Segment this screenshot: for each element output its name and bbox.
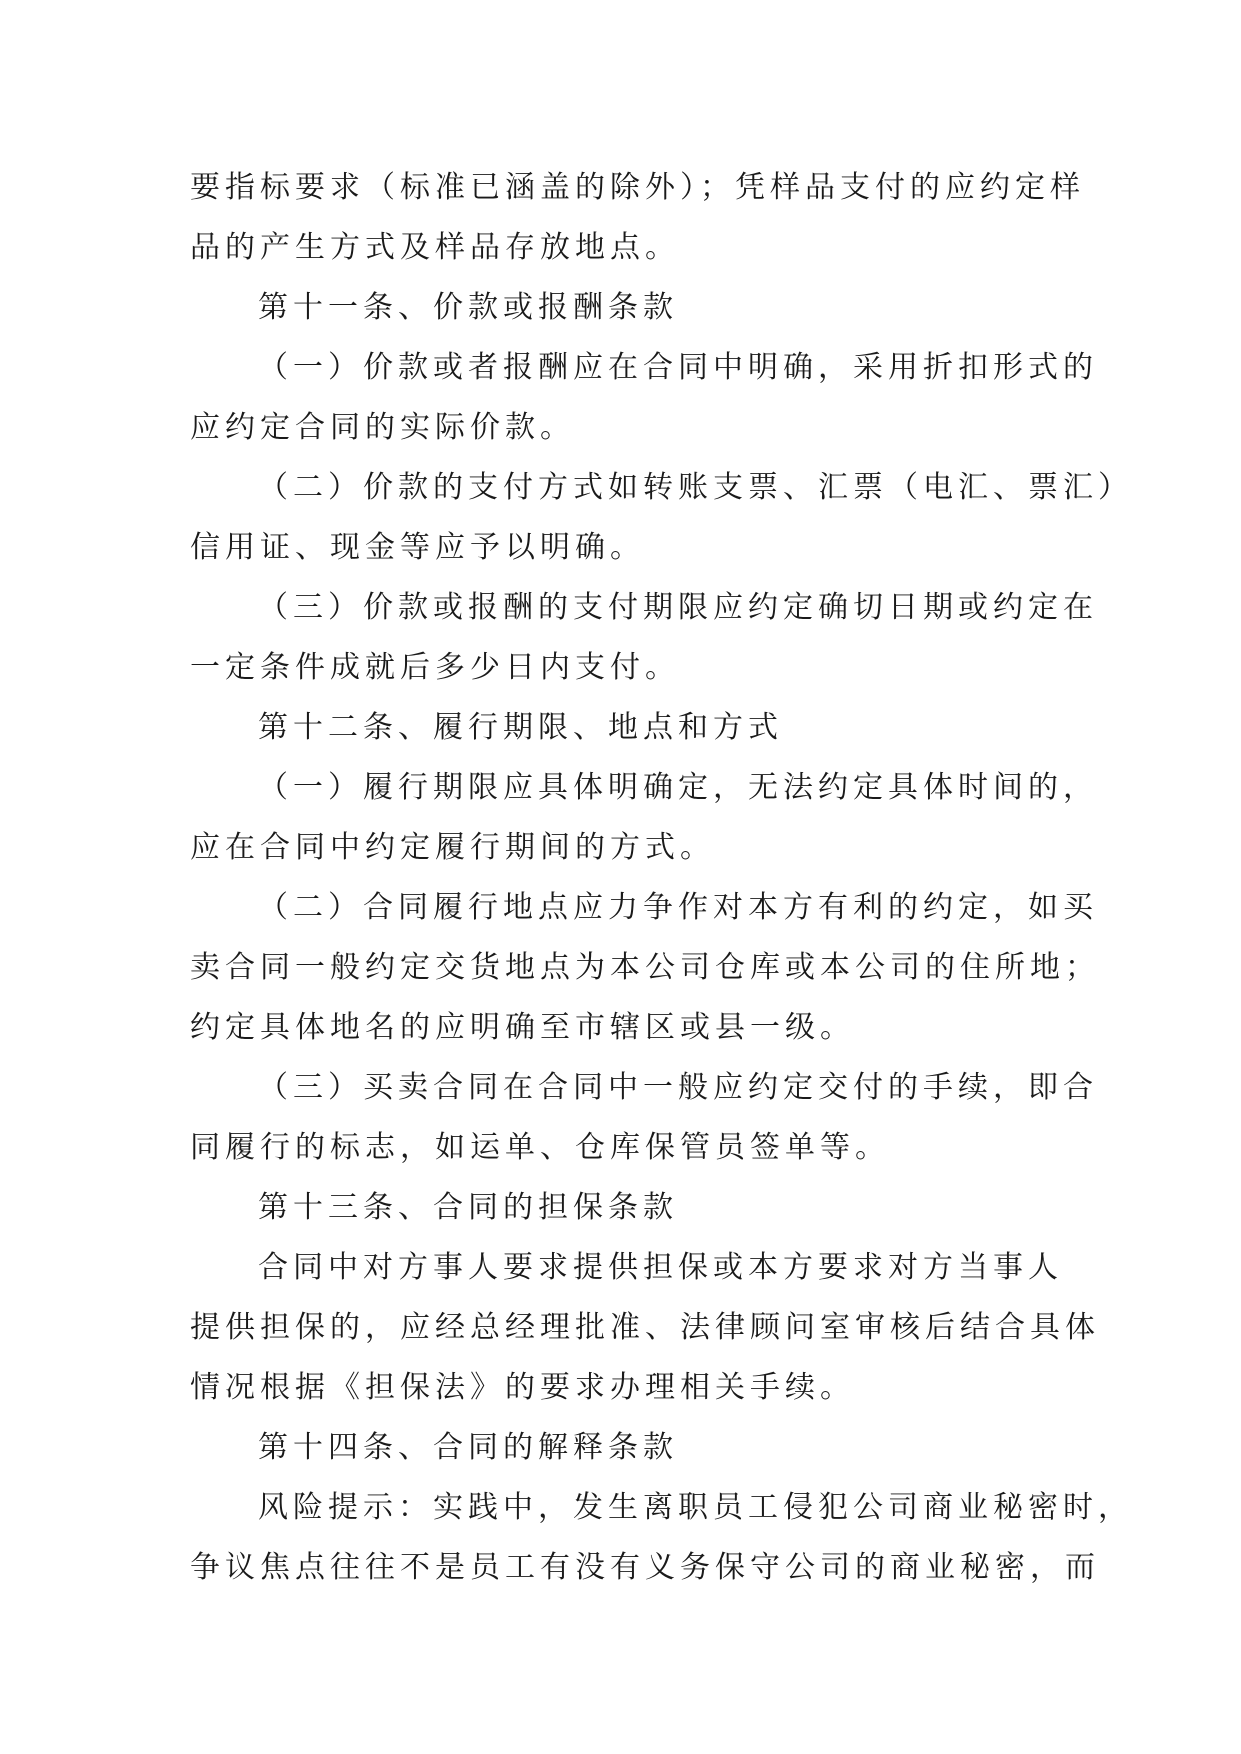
section-heading: 第十四条、合同的解释条款 (258, 1430, 678, 1465)
text-line: 卖合同一般约定交货地点为本公司仓库或本公司的住所地； (190, 950, 1100, 985)
text-line: 一定条件成就后多少日内支付。 (190, 650, 680, 685)
text-line: （三）价款或报酬的支付期限应约定确切日期或约定在 (258, 590, 1098, 625)
text-line: 同履行的标志，如运单、仓库保管员签单等。 (190, 1130, 890, 1165)
text-line: 情况根据《担保法》的要求办理相关手续。 (190, 1370, 855, 1405)
text-line: （一）履行期限应具体明确定，无法约定具体时间的， (258, 770, 1098, 805)
text-line: 风险提示：实践中，发生离职员工侵犯公司商业秘密时， (258, 1490, 1133, 1525)
text-line: （二）合同履行地点应力争作对本方有利的约定，如买 (258, 890, 1098, 925)
text-line: 争议焦点往往不是员工有没有义务保守公司的商业秘密，而 (190, 1550, 1100, 1585)
text-line: 合同中对方事人要求提供担保或本方要求对方当事人 (258, 1250, 1063, 1285)
text-line: （一）价款或者报酬应在合同中明确，采用折扣形式的 (258, 350, 1098, 385)
text-line: 应约定合同的实际价款。 (190, 410, 575, 445)
text-line: （三）买卖合同在合同中一般应约定交付的手续，即合 (258, 1070, 1098, 1105)
document-body (190, 158, 1133, 1598)
text-line: 品的产生方式及样品存放地点。 (190, 230, 680, 265)
section-heading: 第十三条、合同的担保条款 (258, 1190, 678, 1225)
text-line: 要指标要求（标准已涵盖的除外）；凭样品支付的应约定样 (190, 170, 1085, 205)
text-line: （二）价款的支付方式如转账支票、汇票（电汇、票汇） (258, 470, 1133, 505)
text-line: 约定具体地名的应明确至市辖区或县一级。 (190, 1010, 855, 1045)
text-line: 信用证、现金等应予以明确。 (190, 530, 645, 565)
section-heading: 第十二条、履行期限、地点和方式 (258, 710, 783, 745)
section-heading: 第十一条、价款或报酬条款 (258, 290, 678, 325)
text-line: 提供担保的，应经总经理批准、法律顾问室审核后结合具体 (190, 1310, 1100, 1345)
text-line: 应在合同中约定履行期间的方式。 (190, 830, 715, 865)
